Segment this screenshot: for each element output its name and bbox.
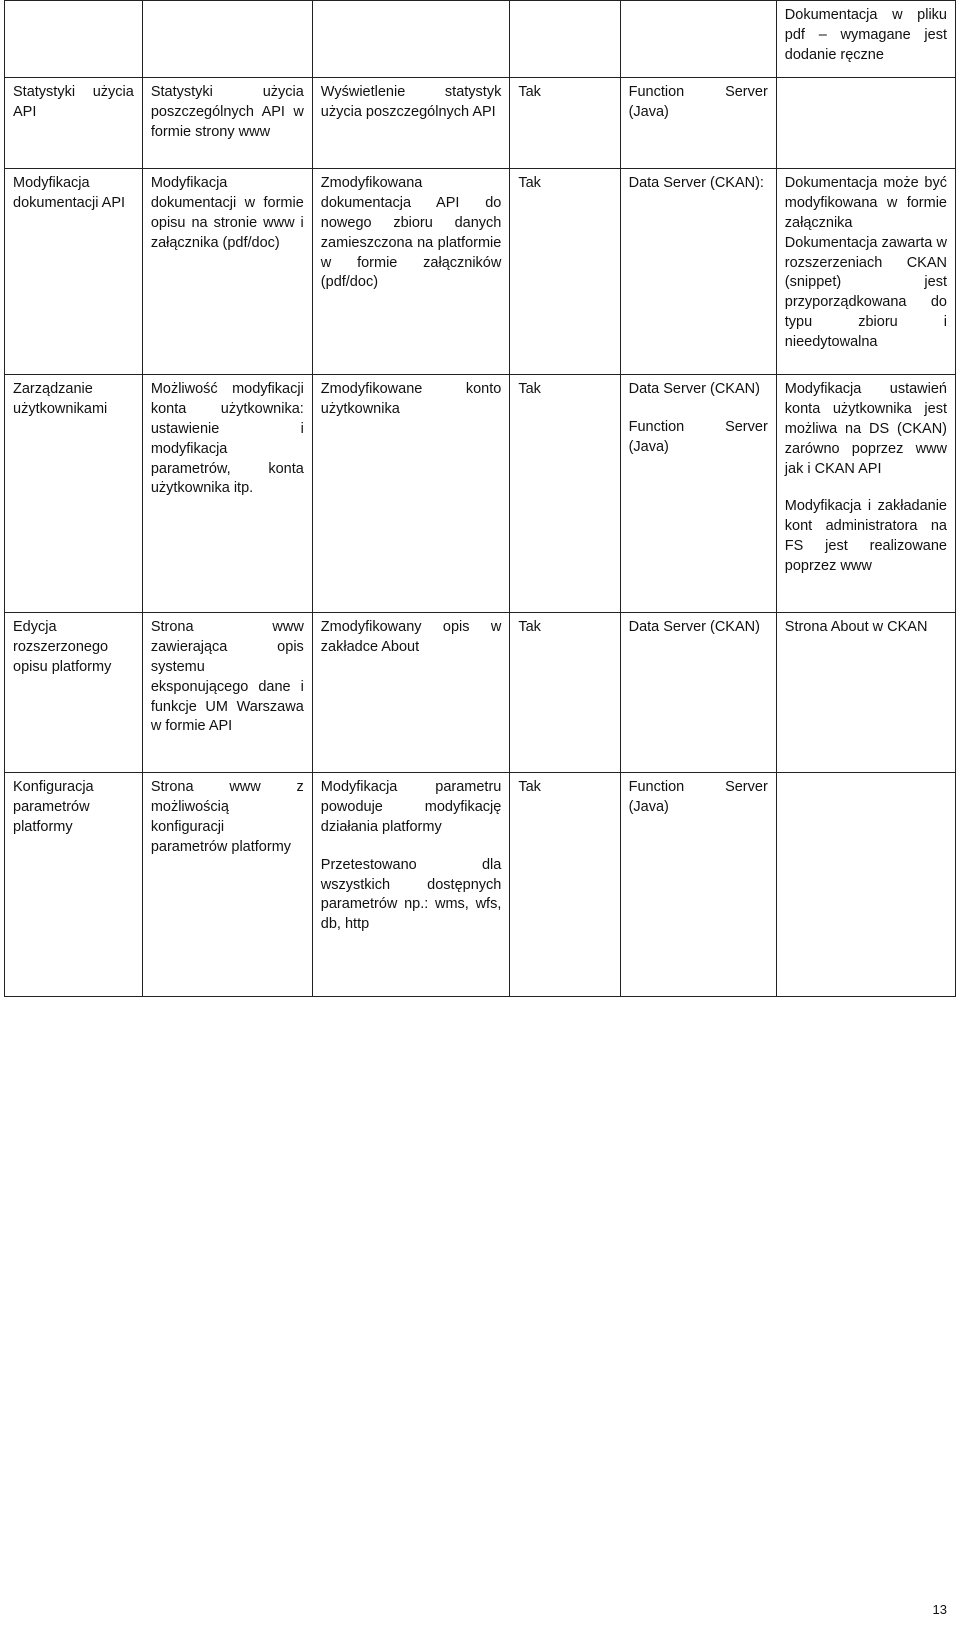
cell-name: Edycja rozszerzonego opisu platformy	[5, 613, 143, 773]
cell-description: Strona www zawierająca opis systemu eksponującego dane i funkcje UM Warszawa w formie API	[142, 613, 312, 773]
cell-result	[312, 169, 510, 375]
cell-status: Tak	[510, 773, 620, 997]
table-row	[5, 1, 956, 78]
cell-name: Zarządzanie użytkownikami	[5, 375, 143, 613]
cell-description	[142, 1, 312, 78]
cell-name: Statystyki użycia API	[5, 78, 143, 169]
cell-description: Strona www z możliwością konfiguracji parametrów platformy	[142, 773, 312, 997]
cell-result	[312, 613, 510, 773]
cell-notes	[776, 375, 955, 613]
notes-paragraph: Dokumentacja może być modyfikowana w formie załącznika Dokumentacja zawarta w rozszerzeniach CKAN (snippet) jest przyporządkowana do typu zbioru i nieedytowalna	[784, 175, 947, 350]
server-paragraph: Data Server (CKAN):	[628, 175, 764, 192]
result-paragraph: Zmodyfikowane konto użytkownika	[320, 381, 502, 418]
notes-paragraph: Modyfikacja ustawień konta użytkownika jest możliwa na DS (CKAN) zarówno poprzez www jak i CKAN API	[784, 381, 947, 477]
cell-notes	[776, 773, 955, 997]
cell-status: Tak	[510, 78, 620, 169]
result-paragraph: Modyfikacja parametru powoduje modyfikację działania platformy	[320, 779, 502, 835]
cell-name: Konfiguracja parametrów platformy	[5, 773, 143, 997]
cell-notes	[776, 1, 955, 78]
cell-name	[5, 1, 143, 78]
notes-paragraph: Modyfikacja i zakładanie kont administratora na FS jest realizowane poprzez www	[784, 498, 947, 574]
result-paragraph: Zmodyfikowany opis w zakładce About	[320, 619, 502, 656]
cell-notes	[776, 613, 955, 773]
page-number: 13	[932, 1602, 947, 1617]
table-row	[5, 169, 956, 375]
cell-description: Modyfikacja dokumentacji w formie opisu na stronie www i załącznika (pdf/doc)	[142, 169, 312, 375]
cell-name: Modyfikacja dokumentacji API	[5, 169, 143, 375]
server-paragraph: Data Server (CKAN)	[628, 619, 760, 636]
result-paragraph: Przetestowano dla wszystkich dostępnych parametrów np.: wms, wfs, db, http	[320, 856, 502, 933]
server-paragraph: Function Server (Java)	[628, 779, 768, 816]
cell-status: Tak	[510, 613, 620, 773]
cell-result	[312, 773, 510, 997]
server-paragraph: Function Server (Java)	[628, 84, 768, 121]
cell-status: Tak	[510, 375, 620, 613]
cell-result	[312, 78, 510, 169]
cell-status: Tak	[510, 169, 620, 375]
cell-server	[620, 773, 776, 997]
cell-notes	[776, 78, 955, 169]
cell-description: Statystyki użycia poszczególnych API w formie strony www	[142, 78, 312, 169]
result-paragraph: Zmodyfikowana dokumentacja API do nowego zbioru danych zamieszczona na platformie w formie załączników (pdf/doc)	[320, 175, 502, 291]
result-paragraph: Wyświetlenie statystyk użycia poszczególnych API	[320, 84, 502, 121]
cell-result	[312, 375, 510, 613]
cell-server	[620, 375, 776, 613]
server-paragraph: Data Server (CKAN)	[628, 381, 760, 398]
cell-status	[510, 1, 620, 78]
cell-server	[620, 1, 776, 78]
cell-server	[620, 613, 776, 773]
cell-notes	[776, 169, 955, 375]
table-row	[5, 773, 956, 997]
notes-paragraph: Strona About w CKAN	[784, 619, 928, 636]
table-row	[5, 78, 956, 169]
cell-result	[312, 1, 510, 78]
server-paragraph: Function Server (Java)	[628, 419, 768, 455]
table-row	[5, 375, 956, 613]
cell-description: Możliwość modyfikacji konta użytkownika: ustawienie i modyfikacja parametrów, konta użytkownika itp.	[142, 375, 312, 613]
table-row	[5, 613, 956, 773]
notes-paragraph: Dokumentacja w pliku pdf – wymagane jest dodanie ręczne	[784, 7, 947, 63]
requirements-table	[4, 0, 956, 997]
cell-server	[620, 78, 776, 169]
cell-server	[620, 169, 776, 375]
